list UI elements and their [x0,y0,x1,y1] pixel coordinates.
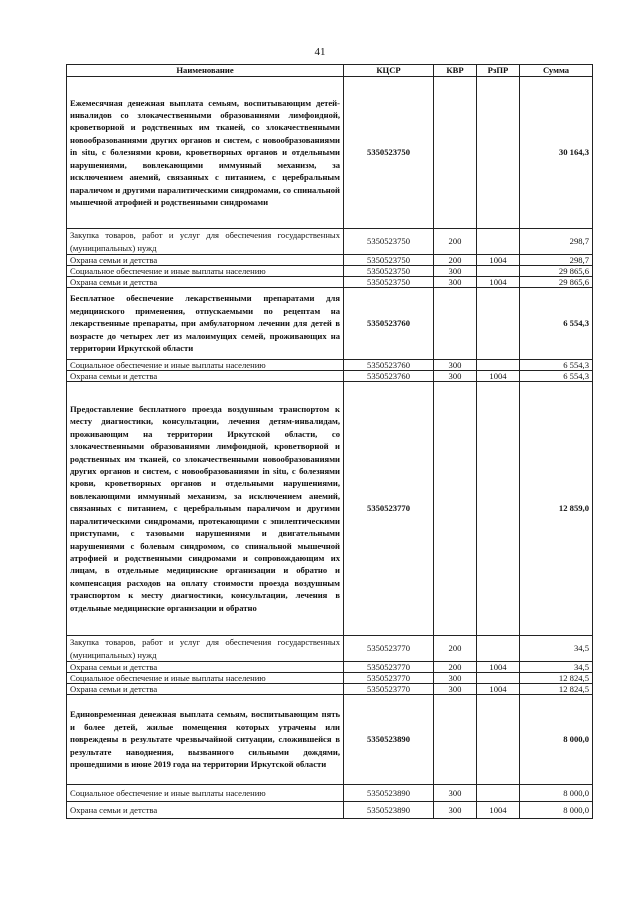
table-row [67,229,593,255]
cell-name: Социальное обеспечение и иные выплаты населению [67,673,344,684]
cell-rzpr [477,77,520,229]
table-row [67,802,593,819]
cell-name: Социальное обеспечение и иные выплаты населению [67,785,344,802]
cell-kvr: 300 [434,673,477,684]
cell-kvr: 200 [434,662,477,673]
cell-rzpr: 1004 [477,684,520,695]
cell-amount: 29 865,6 [520,277,593,288]
cell-rzpr [477,785,520,802]
header-rzpr: РзПР [477,65,520,77]
table-row [67,636,593,662]
cell-kvr: 200 [434,636,477,662]
cell-rzpr: 1004 [477,255,520,266]
cell-kcsr: 5350523760 [344,288,434,360]
cell-kvr: 300 [434,266,477,277]
cell-amount: 12 824,5 [520,673,593,684]
cell-kvr: 300 [434,785,477,802]
cell-amount: 6 554,3 [520,360,593,371]
cell-name: Охрана семьи и детства [67,662,344,673]
cell-kvr: 300 [434,684,477,695]
cell-rzpr [477,266,520,277]
cell-kcsr: 5350523750 [344,266,434,277]
cell-rzpr: 1004 [477,662,520,673]
cell-name: Закупка товаров, работ и услуг для обеспечения государственных (муниципальных) нужд [67,636,344,662]
cell-kcsr: 5350523760 [344,360,434,371]
cell-kcsr: 5350523770 [344,662,434,673]
table-row [67,288,593,360]
cell-kcsr: 5350523750 [344,255,434,266]
header-kcsr: КЦСР [344,65,434,77]
cell-rzpr [477,673,520,684]
cell-kcsr: 5350523770 [344,684,434,695]
cell-rzpr [477,229,520,255]
table-row [67,255,593,266]
table-row [67,382,593,636]
cell-rzpr: 1004 [477,802,520,819]
cell-kvr: 300 [434,371,477,382]
cell-kvr: 300 [434,360,477,371]
cell-kvr [434,695,477,785]
cell-kcsr: 5350523890 [344,785,434,802]
cell-amount: 29 865,6 [520,266,593,277]
cell-kvr [434,288,477,360]
cell-amount: 298,7 [520,255,593,266]
cell-rzpr [477,382,520,636]
cell-amount: 298,7 [520,229,593,255]
cell-amount: 30 164,3 [520,77,593,229]
table-row [67,371,593,382]
cell-name: Охрана семьи и детства [67,255,344,266]
cell-kvr: 300 [434,277,477,288]
cell-kcsr: 5350523890 [344,695,434,785]
cell-rzpr [477,360,520,371]
cell-name: Охрана семьи и детства [67,684,344,695]
table-row [67,673,593,684]
cell-name: Бесплатное обеспечение лекарственными препаратами для медицинского применения, отпускаемыми по рецептам на лекарственные препараты, при амбулаторном лечении для детей в возрасте до четырех лет из малоимущих семей, проживающих на территории Иркутской области [67,288,344,360]
table-row [67,695,593,785]
cell-name: Закупка товаров, работ и услуг для обеспечения государственных (муниципальных) нужд [67,229,344,255]
header-name: Наименование [67,65,344,77]
cell-amount: 12 824,5 [520,684,593,695]
cell-amount: 6 554,3 [520,288,593,360]
cell-kvr: 300 [434,802,477,819]
table-row [67,266,593,277]
cell-name: Предоставление бесплатного проезда воздушным транспортом к месту диагностики, консультации, лечения детям-инвалидам, проживающим на территории Иркутской области, со злокачественными образованиями лимфоидной, кроветворной и родственных им тканей, со злокачественными новообразованиями других органов и систем, с новообразованиями in situ, с болезнями крови, кроветворных органов и отдельными нарушениями, вовлекающими иммунный механизм, за исключением анемий, связанных с питанием, с церебральным параличом и другими паралитическими синдромами, протекающими с эпилептическими приступами, с тазовыми нарушениями и двигательными нарушениями с болевым синдромом, со спинальной мышечной атрофией и родственными синдромами и сопровождающим их лицам, в отдельные медицинские организации и обратно и компенсация расходов на оплату стоимости проезда воздушным транспортом к месту диагностики, консультации, лечения в отдельные медицинские организации и обратно [67,382,344,636]
cell-rzpr: 1004 [477,277,520,288]
cell-kcsr: 5350523750 [344,229,434,255]
cell-kvr [434,382,477,636]
header-amount: Сумма [520,65,593,77]
cell-name: Социальное обеспечение и иные выплаты населению [67,360,344,371]
cell-kcsr: 5350523750 [344,277,434,288]
cell-rzpr [477,695,520,785]
cell-rzpr [477,636,520,662]
cell-name: Охрана семьи и детства [67,277,344,288]
table-row [67,77,593,229]
budget-table [66,64,593,819]
cell-amount: 6 554,3 [520,371,593,382]
cell-kvr: 200 [434,255,477,266]
cell-kcsr: 5350523770 [344,673,434,684]
cell-kcsr: 5350523890 [344,802,434,819]
page-number: 41 [314,46,326,58]
cell-kcsr: 5350523750 [344,77,434,229]
cell-name: Охрана семьи и детства [67,802,344,819]
cell-kcsr: 5350523770 [344,636,434,662]
cell-name: Ежемесячная денежная выплата семьям, воспитывающим детей-инвалидов со злокачественными образованиями лимфоидной, кроветворной и родственных им тканей, со злокачественными новообразованиями других органов и систем, с новообразованиями in situ, с болезнями крови, кроветворных органов и отдельными нарушениями, вовлекающими иммунный механизм, за исключением анемий, связанных с питанием, с церебральным параличом и другими паралитическими синдромами, со спинальной мышечной атрофией и родственными синдромами [67,77,344,229]
cell-kcsr: 5350523770 [344,382,434,636]
cell-amount: 8 000,0 [520,802,593,819]
cell-rzpr: 1004 [477,371,520,382]
cell-amount: 8 000,0 [520,785,593,802]
cell-name: Единовременная денежная выплата семьям, воспитывающим пять и более детей, жилые помещения которых утрачены или повреждены в результате чрезвычайной ситуации, сложившейся в результате наводнения, вызванного сильными дождями, прошедшими в июне 2019 года на территории Иркутской области [67,695,344,785]
cell-kvr: 200 [434,229,477,255]
cell-name: Охрана семьи и детства [67,371,344,382]
header-kvr: КВР [434,65,477,77]
table-header-row [67,65,593,77]
cell-rzpr [477,288,520,360]
table-row [67,684,593,695]
cell-amount: 34,5 [520,662,593,673]
cell-kvr [434,77,477,229]
cell-amount: 34,5 [520,636,593,662]
table-row [67,662,593,673]
table-row [67,277,593,288]
table-row [67,360,593,371]
cell-name: Социальное обеспечение и иные выплаты населению [67,266,344,277]
table-row [67,785,593,802]
cell-amount: 12 859,0 [520,382,593,636]
cell-amount: 8 000,0 [520,695,593,785]
cell-kcsr: 5350523760 [344,371,434,382]
